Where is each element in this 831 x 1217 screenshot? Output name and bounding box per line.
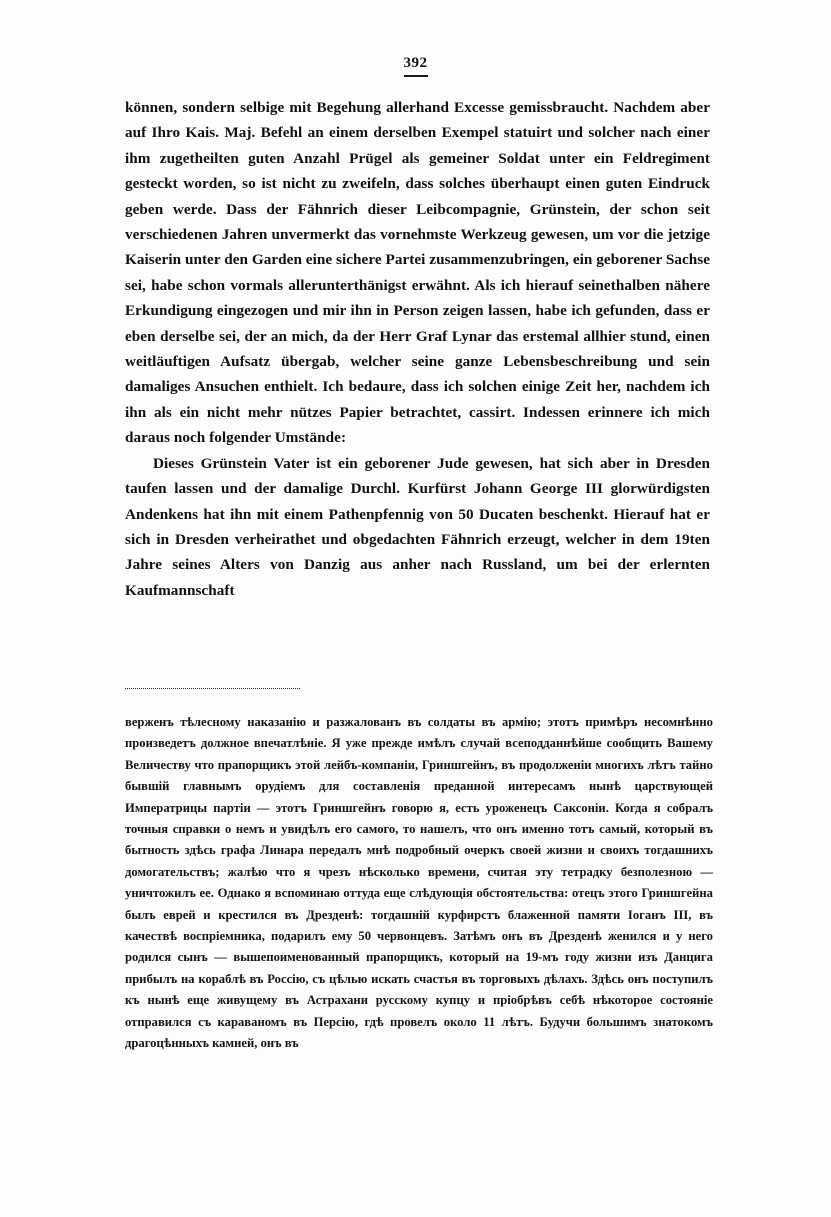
page-number: 392 bbox=[404, 55, 428, 77]
russian-text-block bbox=[125, 712, 713, 1055]
divider-line bbox=[125, 688, 300, 689]
german-paragraph-2: Dieses Grünstein Vater ist ein geborener Jude gewesen, hat sich aber in Dresden taufen lassen und der damalige Durchl. Kurfürst Johann George III glorwürdigsten Andenkens hat ihn mit einem Pathenpfennig von 50 Ducaten beschenkt. Hierauf hat er sich in Dresden verheirathet und obgedachten Fähnrich erzeugt, welcher in dem 19ten Jahre seines Alters von Danzig aus anher nach Russland, um bei der erlernten Kaufmannschaft bbox=[125, 454, 710, 599]
section-divider bbox=[125, 688, 710, 689]
russian-paragraph-1: верженъ тѣлесному наказанію и разжалованъ въ солдаты въ армію; этотъ примѣръ несомнѣнно произведетъ должное впечатлѣніе. Я уже прежде имѣлъ случай всеподданнѣйше сообщить Вашему Величеству что прапорщикъ этой лейбъ-компаніи, Гриншгейнъ, въ продолженіи многихъ лѣтъ тайно бывшій главнымъ орудіемъ для составленія преданной интересамъ нынѣ царствующей Императрицы партіи — этотъ Гриншгейнъ говорю я, есть уроженецъ Саксоніи. Когда я собралъ точныя справки о немъ и увидѣлъ его самого, то нашелъ, что онъ именно тотъ самый, который въ бытность здѣсь графа Линара передалъ мнѣ подробный очеркъ своей жизни и своихъ тогдашнихъ домогательствъ; жалѣю что я чрезъ нѣсколько времени, считая эту тетрадку безполезною — уничтожилъ ее. Однако я вспоминаю оттуда еще слѣдующія обстоятельства: отецъ этого Гриншгейна былъ еврей и крестился въ Дрезденѣ: тогдашній курфирстъ блаженной памяти Іоганъ III, въ качествѣ воспріемника, подарилъ ему 50 червонцевъ. Затѣмъ онъ въ Дрезденѣ женился и у него родился сынъ — вышепоименованный прапорщикъ, который на 19-мъ году жизни изъ Данцига прибылъ на кораблѣ въ Россію, съ цѣлью искать счастья въ торговыхъ дѣлахъ. Здѣсь онъ поступилъ къ нынѣ еще живущему въ Астрахани русскому купцу и пріобрѣвъ себѣ нѣкоторое состояніе отправился съ караваномъ въ Персію, гдѣ провелъ около 11 лѣтъ. Будучи большимъ знатокомъ драгоцѣнныхъ камней, онъ въ bbox=[125, 715, 713, 1051]
german-paragraph-1: können, sondern selbige mit Begehung allerhand Excesse gemissbraucht. Nachdem aber auf Ihro Kais. Maj. Befehl an einem derselben Exempel statuirt und solcher nach einer ihm zugetheilten guten Anzahl Prügel als gemeiner Soldat unter ein Feldregiment gesteckt worden, so ist nicht zu zweifeln, dass solches überhaupt einen guten Eindruck geben werde. Dass der Fähnrich dieser Leibcompagnie, Grünstein, der schon seit verschiedenen Jahren unvermerkt das vornehmste Werkzeug gewesen, um vor die jetzige Kaiserin unter den Garden eine sichere Partei zusammenzubringen, ein geborener Sachse sei, habe schon vormals allerunterthänigst erwähnt. Als ich hierauf seinethalben nähere Erkundigung eingezogen und mir ihn in Person zeigen lassen, habe ich gefunden, dass er eben derselbe sei, der an mich, da der Herr Graf Lynar das erstemal allhier stund, einen weitläuftigen Aufsatz übergab, welcher seine ganze Lebensbeschreibung und sein damaliges Ansuchen enthielt. Ich bedaure, dass ich solchen einige Zeit her, nachdem ich ihn als ein nicht mehr nützes Papier betrachtet, cassirt. Indessen erinnere ich mich daraus noch folgender Umstände: bbox=[125, 99, 710, 447]
german-text-block bbox=[125, 95, 710, 603]
page-header bbox=[0, 54, 831, 77]
